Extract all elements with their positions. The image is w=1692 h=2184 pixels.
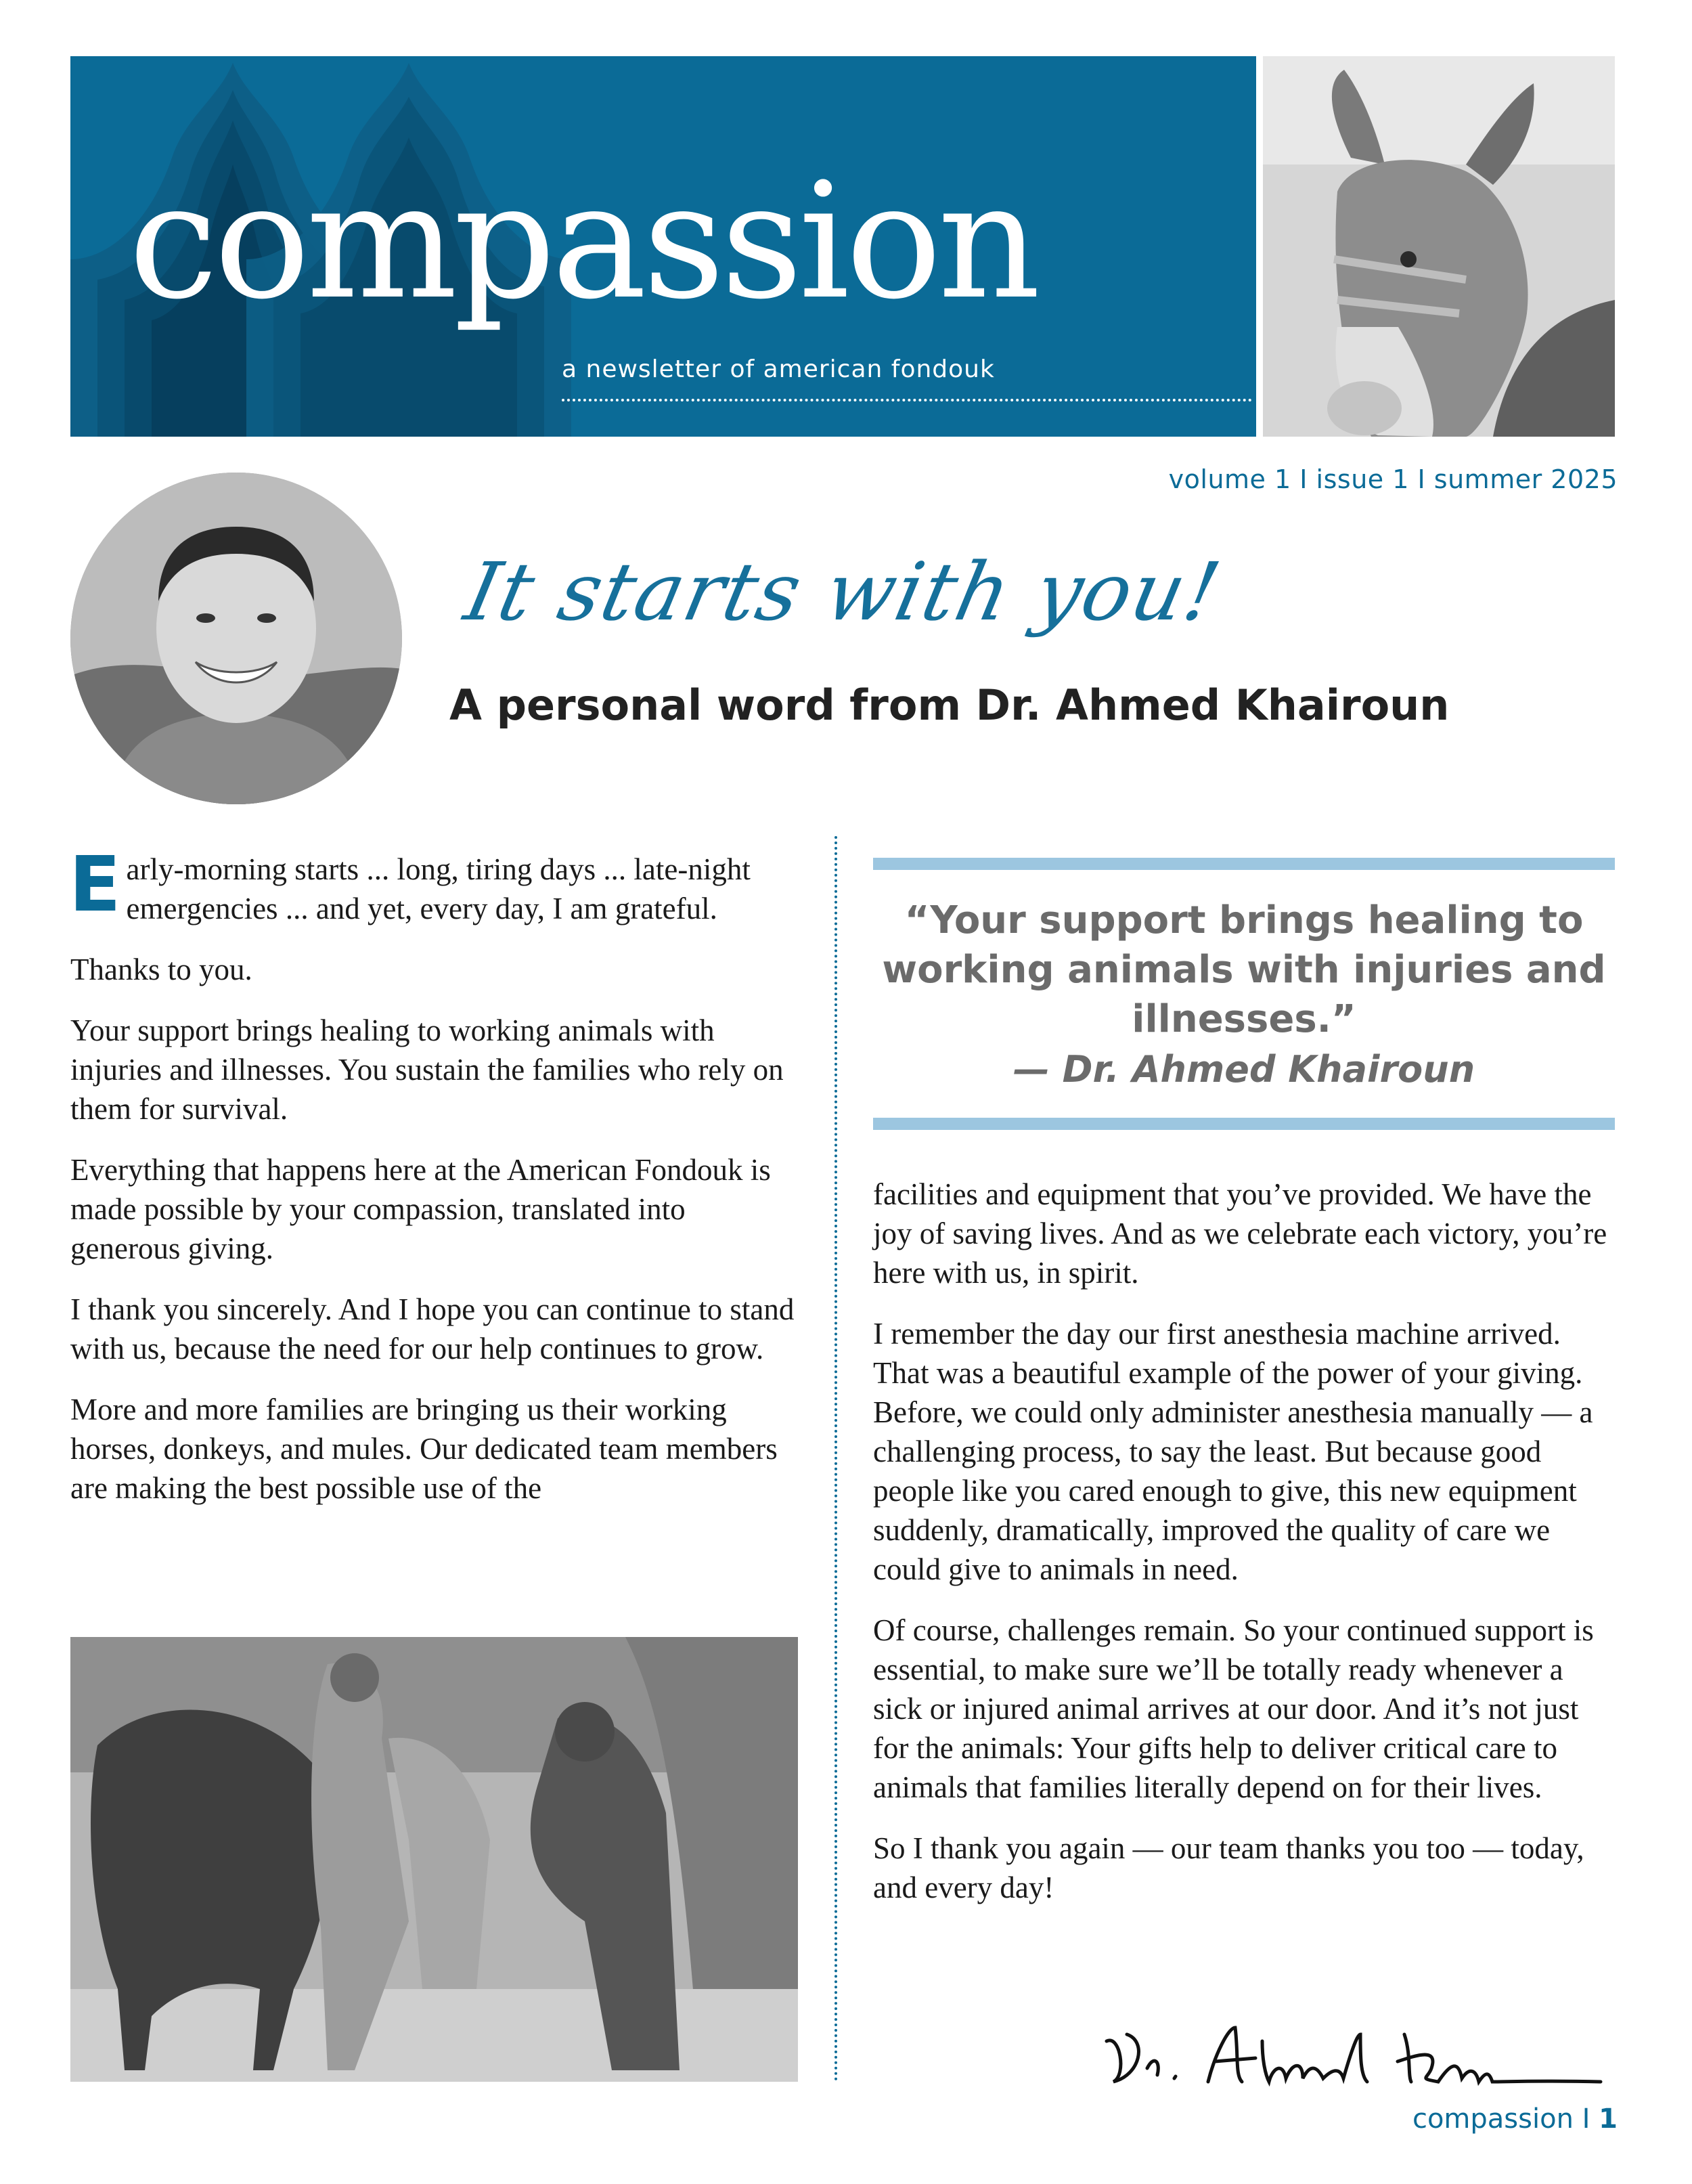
issue-info: volume 1 I issue 1 I summer 2025 — [1168, 464, 1618, 494]
handwritten-signature — [1100, 2014, 1607, 2102]
pull-quote-text: “Your support brings healing to working animals with injuries and illnesses.” — [882, 898, 1606, 1041]
letter-paragraph: Everything that happens here at the American Fondouk is made possible by your compassion, translated into generous giving. — [70, 1153, 771, 1265]
newsletter-subtitle: a newsletter of american fondouk — [562, 355, 995, 383]
quote-rule-bottom — [873, 1118, 1615, 1130]
quote-rule-top — [873, 858, 1615, 870]
pull-quote — [873, 858, 1615, 1130]
footer-label: compassion I — [1412, 2103, 1590, 2135]
letter-paragraph: Your support brings healing to working animals with injuries and illnesses. You sustain the families who rely on them for survival. — [70, 1013, 784, 1126]
letter-paragraph: Thanks to you. — [70, 953, 252, 986]
team-treating-horse-photo — [70, 1637, 798, 2082]
drop-cap: E — [69, 841, 121, 929]
letter-paragraph: I remember the day our first anesthesia machine arrived. That was a beautiful example of the power of your giving. Before, we could only administer anesthesia manually — a challenging process, to say the least. But because good people like you cared enough to give, this new equipment suddenly, dramatically, improved the quality of care we could give to animals in need. — [873, 1317, 1593, 1586]
letter-right-column — [873, 1175, 1618, 1929]
page-number: 1 — [1599, 2103, 1618, 2135]
letter-left-column — [69, 841, 798, 1529]
letter-paragraph: So I thank you again — our team thanks you too — today, and every day! — [873, 1831, 1584, 1904]
pull-quote-attribution: — Dr. Ahmed Khairoun — [1012, 1048, 1475, 1091]
newsletter-title: compassion — [129, 148, 1037, 334]
page-footer — [1412, 2103, 1618, 2135]
masthead-banner — [70, 56, 1256, 437]
letter-paragraph: More and more families are bringing us their working horses, donkeys, and mules. Our dedicated team members are making the best possible use of the — [70, 1393, 778, 1505]
author-portrait — [70, 473, 402, 804]
script-tagline: It starts with you! — [458, 545, 1229, 638]
dotted-divider — [562, 399, 1252, 401]
donkey-photo — [1263, 56, 1615, 437]
letter-paragraph: I thank you sincerely. And I hope you can continue to stand with us, because the need for our help continues to grow. — [70, 1292, 795, 1366]
letter-paragraph: facilities and equipment that you’ve provided. We have the joy of saving lives. And as we celebrate each victory, you’re here with us, in spirit. — [873, 1177, 1607, 1290]
article-byline: A personal word from Dr. Ahmed Khairoun — [449, 680, 1450, 730]
letter-paragraph: Of course, challenges remain. So your continued support is essential, to make sure we’ll be totally ready whenever a sick or injured animal arrives at our door. And it’s not just for the animals: Your gifts help to deliver critical care to animals that families literally depend on for their lives. — [873, 1613, 1594, 1804]
letter-paragraph: Early-morning starts ... long, tiring days ... late-night emergencies ... and yet, every day, I am grateful. — [69, 841, 751, 929]
column-divider — [834, 836, 837, 2082]
